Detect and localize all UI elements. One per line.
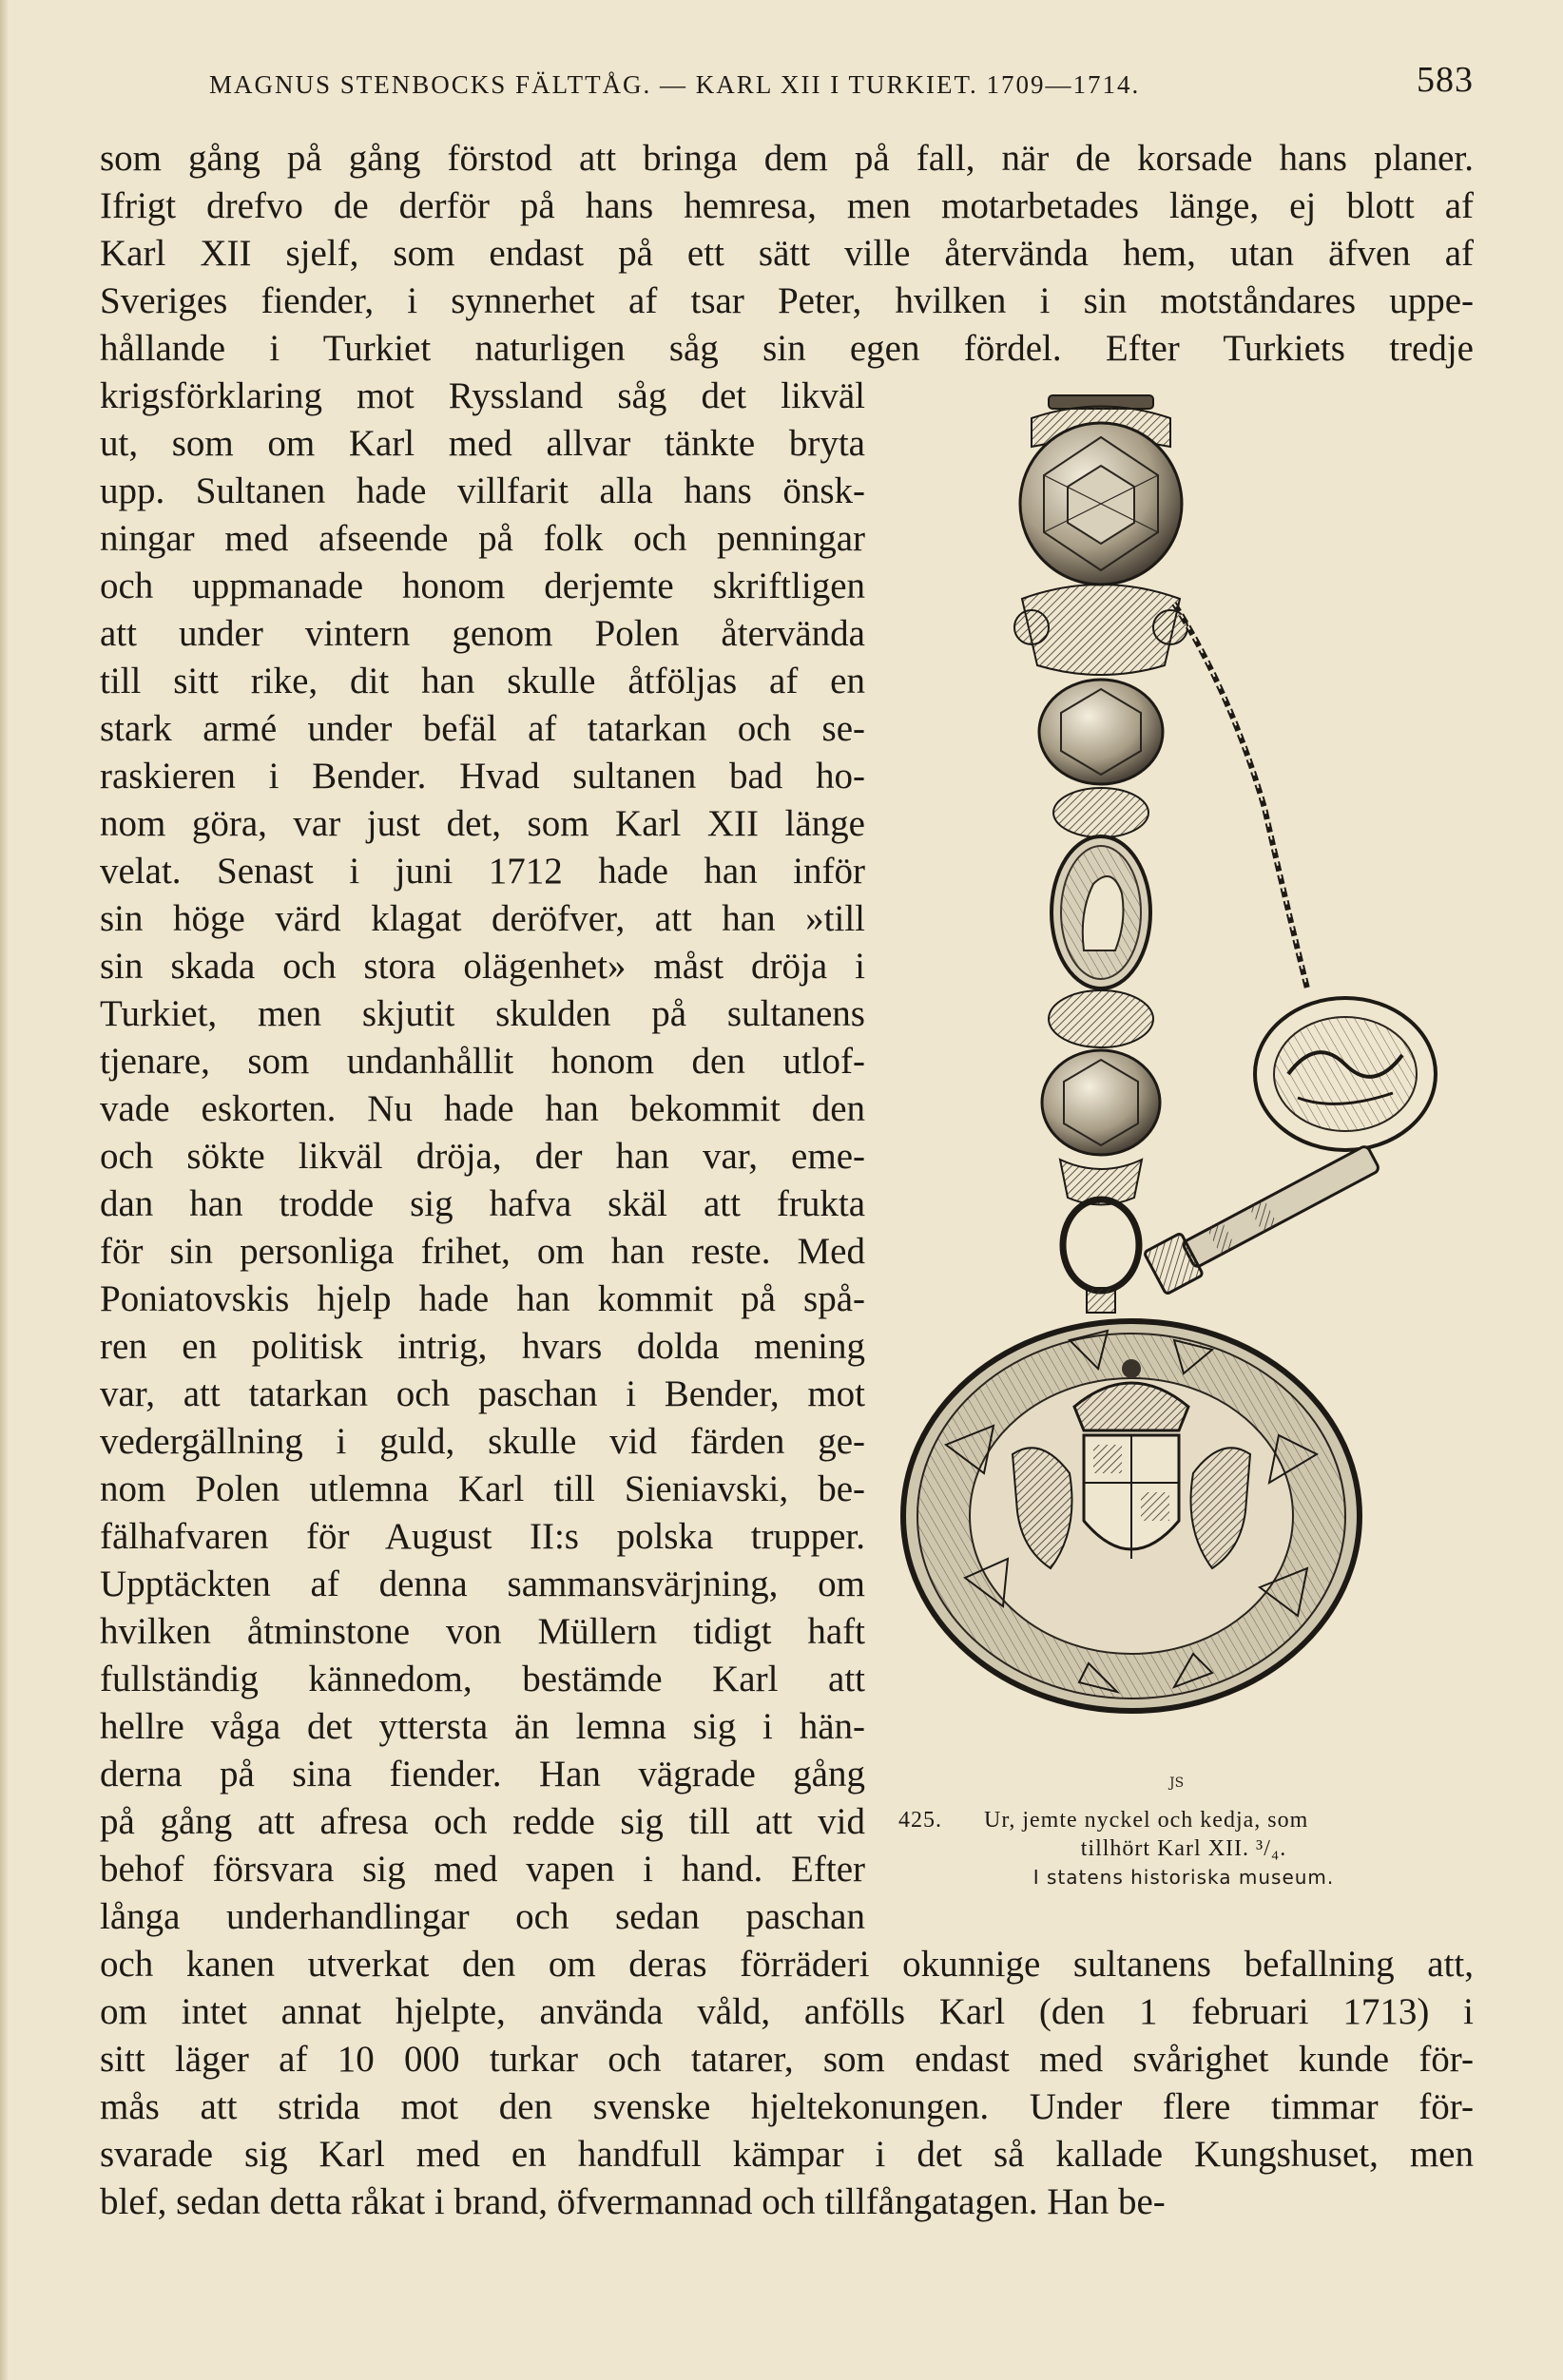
chain-bottom-ring — [1060, 1160, 1142, 1313]
chain-jewel-middle — [1039, 680, 1163, 784]
text-line: hellre våga det yttersta än lemna sig i hän- — [100, 1706, 865, 1747]
text-line: på gång att afresa och redde sig till att vid — [100, 1801, 865, 1842]
text-line: krigsförklaring mot Ryssland såg det likväl — [100, 375, 865, 416]
text-line: Upptäckten af denna sammansvärjning, om — [100, 1564, 865, 1604]
text-line: sin skada och stora olägenhet» måst dröja i — [100, 946, 865, 987]
text-line: Ifrigt drefvo de derför på hans hemresa, men motarbetades länge, ej blott af — [100, 185, 1474, 226]
text-line: sitt läger af 10 000 turkar och tatarer, som endast med svårighet kunde för- — [100, 2039, 1474, 2080]
chain-beaded-link-1 — [1053, 788, 1148, 837]
text-line: Turkiet, men skjutit skulden på sultanens — [100, 993, 865, 1034]
column-paragraph — [100, 373, 865, 1941]
text-line: att under vintern genom Polen återvända — [100, 613, 865, 654]
text-line: stark armé under befäl af tatarkan och se- — [100, 708, 865, 749]
chain-ornament-1 — [1014, 585, 1187, 675]
text-line: nom Polen utlemna Karl till Sieniavski, be- — [100, 1468, 865, 1509]
text-line: vedergällning i guld, skulle vid färden ge- — [100, 1421, 865, 1462]
text-line: vade eskorten. Nu hade han bekommit den — [100, 1088, 865, 1129]
chain-beaded-link-2 — [1049, 990, 1153, 1047]
engraver-mark: JS — [1169, 1775, 1185, 1791]
text-line: om intet annat hjelpte, använda våld, anfölls Karl (den 1 februari 1713) i — [100, 1991, 1474, 2032]
text-line: nom göra, var just det, som Karl XII länge — [100, 803, 865, 844]
page-number: 583 — [1417, 60, 1474, 100]
text-line: sin höge värd klagat deröfver, att han »till — [100, 898, 865, 939]
text-line: fullständig kännedom, bestämde Karl att — [100, 1659, 865, 1699]
top-paragraph — [100, 135, 1474, 373]
text-line: velat. Senast i juni 1712 hade han inför — [100, 851, 865, 892]
text-line: till sitt rike, dit han skulle åtföljas af en — [100, 661, 865, 701]
text-line: hvilken åtminstone von Müllern tidigt haft — [100, 1611, 865, 1652]
text-line: behof försvara sig med vapen i hand. Efter — [100, 1849, 865, 1890]
watch-key — [1144, 998, 1436, 1295]
key-chain — [1174, 604, 1307, 988]
text-line: mås att strida mot den svenske hjeltekonungen. Under flere timmar för- — [100, 2086, 1474, 2127]
text-line: Karl XII sjelf, som endast på ett sätt ville återvända hem, utan äfven af — [100, 233, 1474, 274]
watch-chain-key-illustration — [889, 380, 1478, 1796]
running-title: MAGNUS STENBOCKS FÄLTTÅG. — KARL XII I TURKIET. 1709—1714. — [209, 70, 1141, 99]
caption-line: Ur, jemte nyckel och kedja, som — [984, 1808, 1309, 1833]
text-line: ningar med afseende på folk och penningar — [100, 518, 865, 559]
text-line: fälhafvaren för August II:s polska trupper. — [100, 1516, 865, 1557]
text-line: svarade sig Karl med en handfull kämpar i det så kallade Kungshuset, men — [100, 2134, 1474, 2175]
text-line: hållande i Turkiet naturligen såg sin egen fördel. Efter Turkiets tredje — [100, 328, 1474, 369]
text-line: för sin personliga frihet, om han reste. Med — [100, 1231, 865, 1272]
chain-jewel-top — [1020, 423, 1182, 585]
page-edge — [0, 0, 8, 2380]
text-line: och kanen utverkat den om deras förräderi okunnige sultanens befallning att, — [100, 1944, 1474, 1985]
chain-cameo-portrait — [1052, 836, 1150, 988]
running-header — [209, 59, 1474, 106]
text-line: dan han trodde sig hafva skäl att frukta — [100, 1183, 865, 1224]
caption-source: I statens historiska museum. — [1032, 1866, 1335, 1889]
chain-jewel-bottom — [1042, 1050, 1160, 1155]
bottom-paragraph — [100, 1941, 1474, 2226]
text-line: och uppmanade honom derjemte skriftligen — [100, 566, 865, 606]
text-line: ut, som om Karl med allvar tänkte bryta — [100, 423, 865, 464]
text-line: blef, sedan detta råkat i brand, öfvermannad och tillfångatagen. Han be- — [100, 2181, 1166, 2222]
text-line: derna på sina fiender. Han vägrade gång — [100, 1754, 865, 1795]
text-line: Poniatovskis hjelp hade han kommit på spå- — [100, 1278, 865, 1319]
caption-line: tillhört Karl XII. ³/₄. — [1080, 1836, 1287, 1861]
text-line: och sökte likväl dröja, der han var, eme- — [100, 1136, 865, 1177]
text-line: upp. Sultanen hade villfarit alla hans önsk- — [100, 470, 865, 511]
figure-number: 425. — [898, 1808, 942, 1833]
text-line: raskieren i Bender. Hvad sultanen bad ho- — [100, 756, 865, 797]
text-line: var, att tatarkan och paschan i Bender, mot — [100, 1373, 865, 1414]
text-line: Sveriges fiender, i synnerhet af tsar Peter, hvilken i sin motståndares uppe- — [100, 280, 1474, 321]
text-line: tjenare, som undanhållit honom den utlof- — [100, 1041, 865, 1082]
text-line: ren en politisk intrig, hvars dolda mening — [100, 1326, 865, 1367]
text-line: långa underhandlingar och sedan paschan — [100, 1896, 865, 1937]
text-line: som gång på gång förstod att bringa dem på fall, när de korsade hans planer. — [100, 138, 1474, 179]
